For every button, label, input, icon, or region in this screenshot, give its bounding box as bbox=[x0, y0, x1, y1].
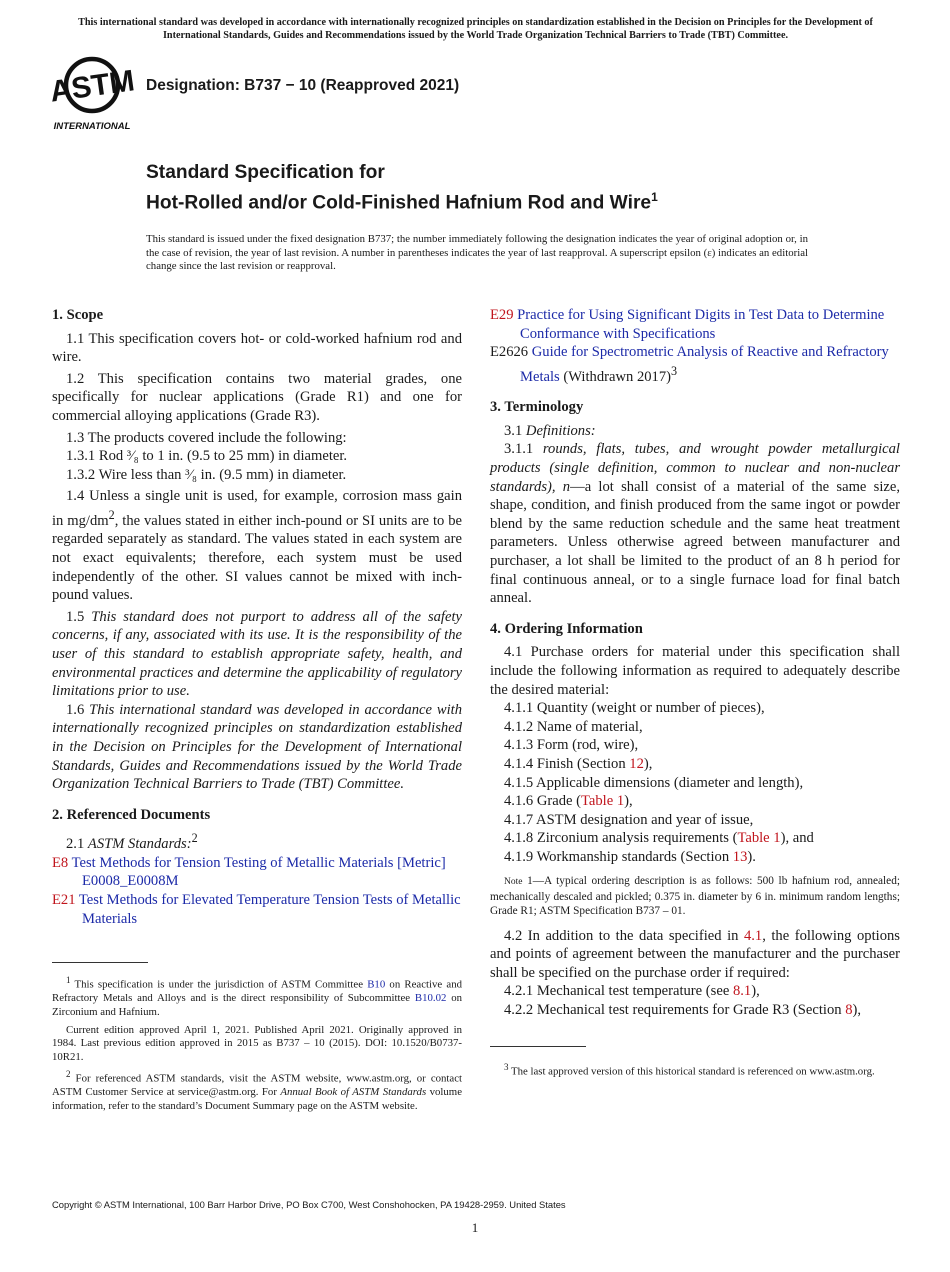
para-4-2-1-a: 4.2.1 Mechanical test temperature (see bbox=[504, 983, 733, 1000]
ref-title-link[interactable]: Guide for Spectrometric Analysis of Reactive and Refractory Metals bbox=[520, 344, 889, 385]
footnote-2-b: volume information, refer to the standard’s Document Summary page on the ASTM website. bbox=[52, 1086, 462, 1113]
item-4-1-1: 4.1.1 Quantity (weight or number of pieces), bbox=[504, 700, 765, 717]
para-3-1 bbox=[490, 422, 900, 441]
para-3-1-num: 3.1 bbox=[504, 422, 523, 439]
copyright-line: Copyright © ASTM International, 100 Barr Harbor Drive, PO Box C700, West Conshohocken, PA 19428-2959. United States bbox=[52, 1199, 566, 1210]
section-8-1-link[interactable]: 8.1 bbox=[732, 983, 752, 1000]
item-4-1-6 bbox=[490, 792, 900, 811]
footnote-1-a: This specification is under the jurisdiction of ASTM Committee bbox=[70, 978, 368, 991]
para-1-6 bbox=[52, 701, 462, 794]
ref-code-link[interactable]: E29 bbox=[490, 307, 514, 323]
title-footnote-mark: 1 bbox=[651, 190, 658, 204]
para-1-5 bbox=[52, 608, 462, 701]
ref-sup: 3 bbox=[671, 363, 678, 378]
para-1-3-2: 1.3.2 Wire less than ³⁄₈ in. (9.5 mm) in diameter. bbox=[66, 466, 347, 483]
footnote-3-text: The last approved version of this historical standard is referenced on www.astm.org. bbox=[508, 1065, 875, 1078]
section-4-1-link[interactable]: 4.1 bbox=[743, 927, 763, 944]
para-4-2 bbox=[490, 927, 900, 983]
table-1-link[interactable]: Table 1 bbox=[581, 793, 625, 810]
para-1-6-num: 1.6 bbox=[66, 701, 85, 718]
para-3-1-1-def: —a lot shall consist of a material of the same size, shape, condition, and finish produced from the same ingot or powder blend by the same reduction schedule and the same heat treatment parameters. Unless otherwise agreed between manufacturer and purchaser, a lot shall be limited to the product of an 8 h period for final continuous anneal, or to a single furnace load for final batch anneal. bbox=[490, 478, 900, 607]
para-2-1-sup: 2 bbox=[191, 831, 198, 846]
item-4-1-5: 4.1.5 Applicable dimensions (diameter and length), bbox=[504, 774, 804, 791]
note-label: Note bbox=[504, 877, 523, 888]
para-1-1: 1.1 This specification covers hot- or cold-worked hafnium rod and wire. bbox=[52, 330, 462, 366]
ref-title-link[interactable]: Test Methods for Elevated Temperature Tension Tests of Metallic Materials bbox=[78, 891, 461, 927]
para-1-6-text: This international standard was developed in accordance with internationally recognized principles on standardization established in the Decision on Principles for the Development of International Standards, Guides and Recommendations issued by the World Trade Organization Technical Barriers to Trade (TBT) Committee. bbox=[52, 701, 463, 793]
para-3-1-1-num: 3.1.1 bbox=[504, 441, 534, 458]
para-4-2-2-b: ), bbox=[852, 1002, 862, 1019]
para-1-3-1: 1.3.1 Rod ³⁄₈ to 1 in. (9.5 to 25 mm) in diameter. bbox=[66, 448, 348, 465]
para-4-2-2 bbox=[490, 1001, 900, 1020]
para-3-1-1-term: rounds, flats, tubes, and wrought powder metallurgical products (single definition, common to nuclear and non-nuclear standards), n bbox=[490, 441, 900, 495]
item-4-1-8-a: 4.1.8 Zirconium analysis requirements ( bbox=[504, 830, 738, 847]
page-number: 1 bbox=[471, 1220, 479, 1235]
item-4-1-4-b: ), bbox=[643, 755, 653, 772]
ref-code-link[interactable]: E8 bbox=[52, 854, 69, 871]
ref-item-e29 bbox=[490, 306, 900, 343]
logo-text: ASTM bbox=[52, 64, 136, 109]
item-4-1-3: 4.1.3 Form (rod, wire), bbox=[504, 737, 639, 754]
footnote-3 bbox=[490, 1061, 900, 1079]
para-1-2: 1.2 This specification contains two material grades, one specifically for nuclear applications (Grade R1) and one for commercial alloying applications (Grade R3). bbox=[52, 370, 462, 424]
section-8-link[interactable]: 8 bbox=[845, 1002, 853, 1019]
right-column bbox=[490, 306, 900, 1079]
item-4-1-9-a: 4.1.9 Workmanship standards (Section bbox=[504, 848, 733, 865]
ref-code: E2626 bbox=[490, 344, 529, 361]
item-4-1-2: 4.1.2 Name of material, bbox=[504, 718, 643, 735]
left-column bbox=[52, 306, 462, 1114]
committee-link[interactable]: B10 bbox=[367, 978, 386, 991]
para-4-2-b: , the following options and points of agreement between the manufacturer and the purchaser shall be specified on the purchase order if required: bbox=[490, 927, 900, 981]
title-line-1: Standard Specification for bbox=[146, 162, 385, 183]
item-4-1-6-b: ), bbox=[624, 793, 633, 810]
ref-title-link[interactable]: Test Methods for Tension Testing of Metallic Materials [Metric] E0008_E0008M bbox=[71, 854, 446, 890]
para-1-4 bbox=[52, 487, 462, 604]
para-3-1-text: Definitions: bbox=[525, 422, 596, 439]
note-1 bbox=[490, 874, 900, 918]
ref-code-link[interactable]: E21 bbox=[52, 891, 76, 908]
title-line-2 bbox=[146, 185, 658, 215]
para-3-1-1 bbox=[490, 440, 900, 607]
section-3-heading: 3. Terminology bbox=[490, 399, 584, 416]
item-4-1-8 bbox=[490, 829, 900, 848]
para-4-2-1-b: ), bbox=[751, 983, 760, 1000]
para-4-1: 4.1 Purchase orders for material under this specification shall include the following information as required to adequately describe the desired material: bbox=[490, 644, 900, 698]
footnotes-left bbox=[52, 974, 462, 1114]
section-13-link[interactable]: 13 bbox=[732, 848, 748, 865]
title-line-2-text: Hot-Rolled and/or Cold-Finished Hafnium Rod and Wire bbox=[146, 192, 652, 214]
ref-item-e8 bbox=[52, 854, 462, 891]
footnote-divider bbox=[52, 962, 148, 963]
para-2-1-text: ASTM Standards: bbox=[87, 836, 192, 853]
ref-item-e21 bbox=[52, 891, 462, 928]
top-notice: This international standard was developed in accordance with internationally recognized principles on standardization established in the Decision on Principles for the Development of International Standards, Guides and Recommendations issued by the World Trade Organization Technical Barriers to Trade (TBT) Committee. bbox=[78, 17, 873, 41]
para-4-2-2-a: 4.2.2 Mechanical test requirements for Grade R3 (Section bbox=[504, 1002, 846, 1019]
para-4-2-1 bbox=[490, 982, 900, 1001]
item-4-1-9-b: ). bbox=[747, 848, 756, 865]
item-4-1-9 bbox=[490, 848, 900, 867]
item-4-1-7: 4.1.7 ASTM designation and year of issue, bbox=[504, 811, 754, 828]
item-4-1-4-a: 4.1.4 Finish (Section bbox=[504, 755, 630, 772]
footnote-2-italic: Annual Book of ASTM Standards bbox=[280, 1086, 427, 1099]
para-1-4-b: , the values stated in either inch-pound or SI units are to be regarded separately as standard. The values stated in each system are not exact equivalents; therefore, each system must be used independently of the other. SI values cannot be mixed with inch-pound values. bbox=[52, 512, 462, 604]
section-4-heading: 4. Ordering Information bbox=[490, 620, 643, 637]
para-1-3: 1.3 The products covered include the following: bbox=[66, 429, 347, 446]
para-4-2-a: 4.2 In addition to the data specified in bbox=[504, 927, 744, 944]
section-12-link[interactable]: 12 bbox=[629, 755, 644, 772]
para-1-5-text: This standard does not purport to address all of the safety concerns, if any, associated with its use. It is the responsibility of the user of this standard to establish appropriate safety, health, and environmental practices and determine the applicability of regulatory limitations prior to use. bbox=[52, 608, 462, 700]
ref-title-link[interactable]: Practice for Using Significant Digits in Test Data to Determine Conformance with Specifications bbox=[517, 307, 885, 342]
issued-statement: This standard is issued under the fixed designation B737; the number immediately following the designation indicates the year of original adoption or, in the case of revision, the year of last revision. A number in parentheses indicates the year of last reapproval. A superscript epsilon (ε) indicates an editorial change since the last revision or reapproval. bbox=[146, 233, 808, 273]
document-title bbox=[146, 160, 658, 215]
item-4-1-6-a: 4.1.6 Grade ( bbox=[504, 793, 581, 810]
ref-suffix: (Withdrawn 2017) bbox=[559, 368, 672, 385]
table-1-link[interactable]: Table 1 bbox=[737, 830, 781, 847]
item-4-1-8-b: ), and bbox=[780, 830, 814, 847]
section-2-heading: 2. Referenced Documents bbox=[52, 806, 211, 823]
astm-logo-icon bbox=[52, 55, 136, 133]
item-4-1-4 bbox=[490, 755, 900, 774]
footnote-2 bbox=[52, 1068, 462, 1113]
para-2-1 bbox=[52, 829, 462, 853]
footnote-1 bbox=[52, 974, 462, 1019]
astm-logo bbox=[52, 55, 136, 133]
footnote-3-num: 3 bbox=[504, 1061, 509, 1072]
footnote-1-c: on Zirconium and Hafnium. bbox=[52, 992, 463, 1018]
logo-sub-text: INTERNATIONAL bbox=[53, 121, 131, 132]
footnote-2-a: For referenced ASTM standards, visit the ASTM website, www.astm.org, or contact ASTM Customer Service at service@astm.org. For bbox=[52, 1072, 462, 1099]
footnote-2-num: 2 bbox=[66, 1069, 71, 1080]
footnote-divider-right bbox=[490, 1046, 586, 1047]
para-1-4-sup: 2 bbox=[108, 507, 115, 522]
para-1-5-num: 1.5 bbox=[66, 608, 85, 625]
note-text: 1—A typical ordering description is as follows: 500 lb hafnium rod, annealed; mechanically descaled and pickled; 0.375 in. diameter by 6 in. minimum random lengths; Grade R1; ASTM Specification B737 – 01. bbox=[490, 875, 900, 918]
footnote-current-edition: Current edition approved April 1, 2021. Published April 2021. Originally approved in 1984. Last previous edition approved in 2015 as B737 – 10 (2015). DOI: 10.1520/B0737-10R21. bbox=[52, 1023, 462, 1063]
subcommittee-link[interactable]: B10.02 bbox=[414, 992, 447, 1005]
footnote-1-num: 1 bbox=[66, 975, 71, 986]
footnote-1-b: on Reactive and Refractory Metals and Alloys and is the direct responsibility of Subcommittee bbox=[52, 978, 462, 1005]
designation: Designation: B737 − 10 (Reapproved 2021) bbox=[146, 77, 460, 94]
ref-item-e2626 bbox=[490, 343, 900, 386]
para-1-4-a: 1.4 Unless a single unit is used, for example, corrosion mass gain in mg/dm bbox=[52, 488, 462, 529]
para-2-1-num: 2.1 bbox=[66, 836, 85, 853]
section-1-heading: 1. Scope bbox=[52, 307, 104, 323]
